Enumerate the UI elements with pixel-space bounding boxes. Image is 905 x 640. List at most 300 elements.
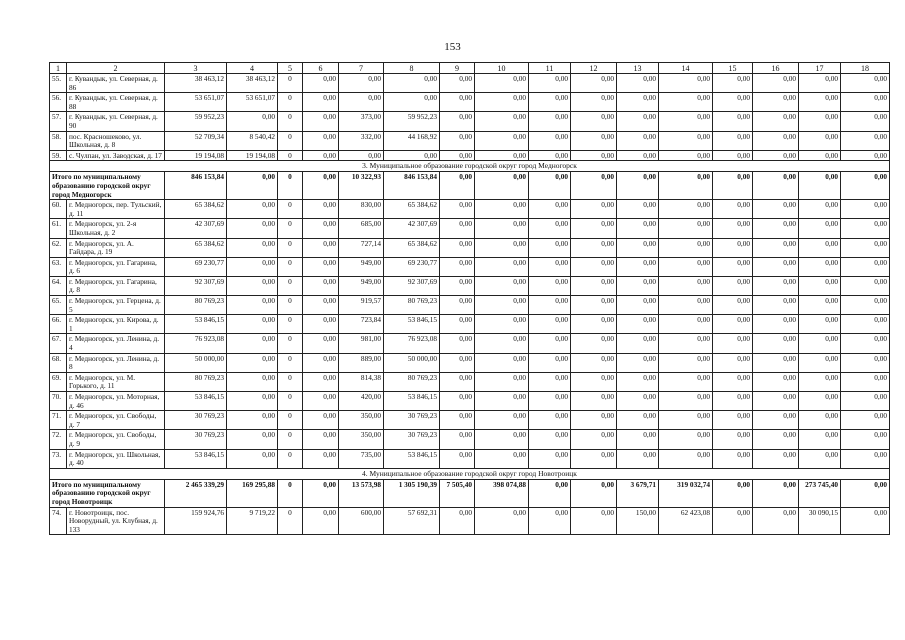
table-cell: 0,00: [617, 112, 659, 131]
table-cell: 0,00: [440, 150, 475, 161]
table-cell: 0,00: [303, 238, 339, 257]
table-cell: 0,00: [571, 334, 617, 353]
table-cell: 0,00: [303, 257, 339, 276]
table-cell: 949,00: [339, 257, 384, 276]
column-number: 11: [529, 63, 571, 74]
table-cell: 919,57: [339, 296, 384, 315]
total-row: [50, 172, 890, 200]
table-cell: 0,00: [713, 392, 753, 411]
column-number: 2: [67, 63, 165, 74]
table-cell: 0,00: [659, 131, 713, 150]
table-cell: 0,00: [753, 334, 799, 353]
table-row: [50, 112, 890, 131]
table-row: [50, 276, 890, 295]
table-cell: 0,00: [753, 276, 799, 295]
table-cell: 30 769,23: [165, 430, 227, 449]
table-cell: 0,00: [571, 74, 617, 93]
table-cell: 350,00: [339, 411, 384, 430]
table-cell: 57 692,31: [384, 507, 440, 535]
table-cell: 76 923,08: [165, 334, 227, 353]
table-cell: 0,00: [384, 93, 440, 112]
address-cell: г. Медногорск, ул. Кирова, д. 1: [67, 315, 165, 334]
table-cell: 0,00: [475, 353, 529, 372]
table-cell: 30 769,23: [165, 411, 227, 430]
table-cell: 0,00: [799, 411, 841, 430]
table-cell: 53 846,15: [165, 449, 227, 468]
table-cell: 0,00: [617, 430, 659, 449]
table-cell: 0: [278, 449, 303, 468]
table-cell: 685,00: [339, 219, 384, 238]
table-row: [50, 257, 890, 276]
table-cell: 19 194,08: [165, 150, 227, 161]
table-cell: 0,00: [753, 238, 799, 257]
table-cell: 949,00: [339, 276, 384, 295]
table-cell: 0,00: [799, 276, 841, 295]
row-number: 65.: [50, 296, 67, 315]
table-cell: 0,00: [384, 150, 440, 161]
table-cell: 0,00: [571, 392, 617, 411]
table-cell: 53 651,07: [227, 93, 278, 112]
table-cell: 0,00: [753, 112, 799, 131]
table-cell: 59 952,23: [384, 112, 440, 131]
table-cell: 0: [278, 507, 303, 535]
table-cell: 0,00: [617, 131, 659, 150]
table-cell: 53 846,15: [165, 315, 227, 334]
table-cell: 0,00: [227, 411, 278, 430]
table-cell: 0,00: [303, 219, 339, 238]
total-row: [50, 479, 890, 507]
table-cell: 44 168,92: [384, 131, 440, 150]
table-cell: 0,00: [475, 276, 529, 295]
table-cell: 0,00: [713, 449, 753, 468]
table-cell: 0,00: [440, 93, 475, 112]
table-row: [50, 392, 890, 411]
table-cell: 0,00: [659, 238, 713, 257]
table-cell: 0,00: [659, 392, 713, 411]
column-number: 14: [659, 63, 713, 74]
row-number: 56.: [50, 93, 67, 112]
column-number: 9: [440, 63, 475, 74]
table-cell: 0,00: [617, 150, 659, 161]
column-number: 4: [227, 63, 278, 74]
table-cell: 0,00: [440, 353, 475, 372]
table-cell: 65 384,62: [384, 238, 440, 257]
table-cell: 0,00: [571, 131, 617, 150]
table-cell: 0,00: [659, 112, 713, 131]
table-cell: 0,00: [529, 200, 571, 219]
table-cell: 0,00: [303, 392, 339, 411]
table-row: [50, 449, 890, 468]
address-cell: г. Медногорск, ул. Ленина, д. 4: [67, 334, 165, 353]
table-cell: 0,00: [571, 430, 617, 449]
table-cell: 0,00: [841, 112, 890, 131]
column-number: 5: [278, 63, 303, 74]
table-cell: 0: [278, 392, 303, 411]
table-cell: 0,00: [571, 172, 617, 200]
column-number: 13: [617, 63, 659, 74]
table-cell: 0,00: [440, 372, 475, 391]
table-cell: 0,00: [799, 112, 841, 131]
table-cell: 0,00: [303, 449, 339, 468]
table-cell: 0,00: [617, 172, 659, 200]
table-cell: 0,00: [303, 430, 339, 449]
address-cell: с. Чулпан, ул. Заводская, д. 17: [67, 150, 165, 161]
table-cell: 0,00: [841, 353, 890, 372]
table-cell: 373,00: [339, 112, 384, 131]
row-number: 60.: [50, 200, 67, 219]
table-cell: 38 463,12: [227, 74, 278, 93]
table-cell: 0,00: [303, 93, 339, 112]
table-cell: 0,00: [440, 238, 475, 257]
table-cell: 0,00: [659, 200, 713, 219]
table-cell: 0,00: [529, 172, 571, 200]
table-cell: 92 307,69: [165, 276, 227, 295]
table-cell: 0,00: [713, 219, 753, 238]
table-cell: 53 846,15: [384, 315, 440, 334]
table-cell: 0,00: [571, 411, 617, 430]
address-cell: г. Кувандык, ул. Северная, д. 88: [67, 93, 165, 112]
table-cell: 0,00: [440, 296, 475, 315]
table-cell: 0,00: [799, 257, 841, 276]
table-cell: 0,00: [440, 200, 475, 219]
table-cell: 69 230,77: [165, 257, 227, 276]
table-cell: 0: [278, 74, 303, 93]
table-cell: 0,00: [227, 276, 278, 295]
address-cell: г. Кувандык, ул. Северная, д. 90: [67, 112, 165, 131]
address-cell: г. Медногорск, ул. Ленина, д. 8: [67, 353, 165, 372]
table-cell: 53 846,15: [384, 449, 440, 468]
table-cell: 319 032,74: [659, 479, 713, 507]
table-row: [50, 372, 890, 391]
table-cell: 0: [278, 353, 303, 372]
table-cell: 0,00: [529, 74, 571, 93]
table-cell: 0,00: [659, 372, 713, 391]
table-cell: 0,00: [659, 74, 713, 93]
table-cell: 150,00: [617, 507, 659, 535]
table-cell: 76 923,08: [384, 334, 440, 353]
table-cell: 0,00: [617, 411, 659, 430]
table-cell: 0,00: [529, 219, 571, 238]
table-cell: 0,00: [841, 372, 890, 391]
table-cell: 50 000,00: [384, 353, 440, 372]
table-cell: 0,00: [841, 479, 890, 507]
table-cell: 0,00: [617, 238, 659, 257]
table-cell: 0,00: [529, 479, 571, 507]
table-cell: 0,00: [659, 257, 713, 276]
total-label: Итого по муниципальному образованию городской округ город Медногорск: [50, 172, 165, 200]
row-number: 64.: [50, 276, 67, 295]
table-cell: 0,00: [753, 150, 799, 161]
table-cell: 0,00: [753, 315, 799, 334]
table-cell: 0,00: [841, 392, 890, 411]
table-cell: 0,00: [529, 257, 571, 276]
table-row: [50, 131, 890, 150]
table-cell: 0,00: [713, 200, 753, 219]
table-cell: 0,00: [617, 276, 659, 295]
table-cell: 0,00: [659, 411, 713, 430]
table-row: [50, 507, 890, 535]
table-cell: 0,00: [571, 296, 617, 315]
table-cell: 0,00: [440, 172, 475, 200]
table-cell: 723,84: [339, 315, 384, 334]
table-cell: 0,00: [617, 200, 659, 219]
table-cell: 0,00: [753, 507, 799, 535]
table-cell: 0,00: [440, 449, 475, 468]
table-cell: 0,00: [753, 74, 799, 93]
table-cell: 0: [278, 219, 303, 238]
table-cell: 0: [278, 150, 303, 161]
table-cell: 19 194,08: [227, 150, 278, 161]
table-cell: 0,00: [571, 238, 617, 257]
table-cell: 30 090,15: [799, 507, 841, 535]
table-cell: 0,00: [753, 353, 799, 372]
table-cell: 65 384,62: [165, 200, 227, 219]
table-cell: 0,00: [303, 411, 339, 430]
table-cell: 0,00: [529, 334, 571, 353]
table-cell: 159 924,76: [165, 507, 227, 535]
table-cell: 0,00: [799, 131, 841, 150]
section-heading-row: [50, 161, 890, 172]
table-cell: 0,00: [659, 172, 713, 200]
table-cell: 0,00: [571, 449, 617, 468]
column-number: 1: [50, 63, 67, 74]
table-cell: 0,00: [617, 353, 659, 372]
row-number: 66.: [50, 315, 67, 334]
table-cell: 0: [278, 93, 303, 112]
row-number: 62.: [50, 238, 67, 257]
row-number: 57.: [50, 112, 67, 131]
table-row: [50, 238, 890, 257]
table-cell: 0,00: [713, 257, 753, 276]
table-cell: 0,00: [841, 430, 890, 449]
row-number: 70.: [50, 392, 67, 411]
table-cell: 0,00: [617, 449, 659, 468]
table-cell: 0,00: [753, 296, 799, 315]
table-cell: 0,00: [303, 150, 339, 161]
table-cell: 0,00: [475, 257, 529, 276]
page-number: 153: [444, 41, 461, 53]
table-cell: 0,00: [841, 449, 890, 468]
table-cell: 0,00: [227, 334, 278, 353]
table-cell: 830,00: [339, 200, 384, 219]
table-cell: 0,00: [659, 219, 713, 238]
table-cell: 0,00: [227, 112, 278, 131]
table-cell: 0,00: [713, 334, 753, 353]
address-cell: пос. Красношеково, ул. Школьная, д. 8: [67, 131, 165, 150]
table-cell: 0,00: [713, 353, 753, 372]
table-cell: 0,00: [475, 392, 529, 411]
row-number: 74.: [50, 507, 67, 535]
table-cell: 0,00: [713, 276, 753, 295]
table-row: [50, 296, 890, 315]
table-cell: 0,00: [529, 150, 571, 161]
table-cell: 0,00: [659, 353, 713, 372]
table-cell: 0,00: [753, 131, 799, 150]
address-cell: г. Медногорск, ул. Моторная, д. 46: [67, 392, 165, 411]
table-cell: 0,00: [571, 219, 617, 238]
table-row: [50, 430, 890, 449]
table-cell: 0,00: [475, 334, 529, 353]
table-cell: 59 952,23: [165, 112, 227, 131]
table-cell: 0,00: [303, 507, 339, 535]
table-cell: 0,00: [303, 200, 339, 219]
table-cell: 0,00: [617, 315, 659, 334]
table-cell: 0: [278, 315, 303, 334]
table-cell: 80 769,23: [384, 372, 440, 391]
table-cell: 0,00: [841, 276, 890, 295]
table-cell: 0,00: [475, 93, 529, 112]
table-cell: 332,00: [339, 131, 384, 150]
table-cell: 0,00: [440, 315, 475, 334]
address-cell: г. Медногорск, ул. Школьная, д. 40: [67, 449, 165, 468]
table-cell: 50 000,00: [165, 353, 227, 372]
table-cell: 0,00: [659, 334, 713, 353]
table-cell: 0: [278, 257, 303, 276]
table-cell: 0,00: [303, 296, 339, 315]
table-cell: 0,00: [841, 257, 890, 276]
table-cell: 0,00: [227, 238, 278, 257]
table-cell: 0,00: [475, 430, 529, 449]
table-cell: 0,00: [303, 353, 339, 372]
table-cell: 0,00: [571, 479, 617, 507]
table-cell: 0,00: [753, 430, 799, 449]
table-cell: 0,00: [227, 200, 278, 219]
table-cell: 846 153,84: [384, 172, 440, 200]
table-cell: 0,00: [227, 353, 278, 372]
table-cell: 0,00: [571, 276, 617, 295]
column-number: 15: [713, 63, 753, 74]
table-row: [50, 353, 890, 372]
table-cell: 0,00: [617, 74, 659, 93]
row-number: 61.: [50, 219, 67, 238]
table-cell: 0,00: [841, 150, 890, 161]
table-cell: 65 384,62: [165, 238, 227, 257]
table-cell: 0,00: [841, 334, 890, 353]
table-row: [50, 93, 890, 112]
table-cell: 0,00: [440, 507, 475, 535]
table-cell: 0,00: [617, 372, 659, 391]
table-cell: 0,00: [617, 392, 659, 411]
table-cell: 53 651,07: [165, 93, 227, 112]
table-cell: 0,00: [475, 411, 529, 430]
budget-table: [49, 62, 890, 535]
table-cell: 0: [278, 372, 303, 391]
table-cell: 2 465 339,29: [165, 479, 227, 507]
table-cell: 0,00: [753, 392, 799, 411]
table-cell: 0,00: [799, 219, 841, 238]
table-cell: 7 505,40: [440, 479, 475, 507]
section-heading-row: [50, 468, 890, 479]
table-cell: 80 769,23: [165, 372, 227, 391]
table-cell: 0,00: [440, 112, 475, 131]
table-cell: 0,00: [475, 200, 529, 219]
table-cell: 3 679,71: [617, 479, 659, 507]
table-cell: 0,00: [339, 150, 384, 161]
table-cell: 0,00: [753, 479, 799, 507]
column-number: 16: [753, 63, 799, 74]
table-cell: 420,00: [339, 392, 384, 411]
table-cell: 0,00: [841, 93, 890, 112]
table-cell: 0,00: [841, 238, 890, 257]
column-number: 12: [571, 63, 617, 74]
table-row: [50, 74, 890, 93]
table-cell: 0,00: [529, 315, 571, 334]
table-cell: 735,00: [339, 449, 384, 468]
table-cell: 0,00: [227, 392, 278, 411]
table-cell: 0,00: [303, 479, 339, 507]
table-cell: 0,00: [799, 150, 841, 161]
table-cell: 0,00: [799, 430, 841, 449]
address-cell: г. Медногорск, ул. 2-я Школьная, д. 2: [67, 219, 165, 238]
table-cell: 0,00: [475, 219, 529, 238]
table-cell: 0,00: [841, 296, 890, 315]
table-cell: 0,00: [713, 315, 753, 334]
table-cell: 0,00: [475, 315, 529, 334]
table-row: [50, 150, 890, 161]
table-cell: 0,00: [227, 296, 278, 315]
table-cell: 0,00: [440, 257, 475, 276]
table-cell: 0,00: [227, 449, 278, 468]
table-cell: 0,00: [713, 372, 753, 391]
column-number: 10: [475, 63, 529, 74]
table-cell: 846 153,84: [165, 172, 227, 200]
table-cell: 981,00: [339, 334, 384, 353]
table-cell: 0,00: [753, 257, 799, 276]
table-cell: 0,00: [753, 372, 799, 391]
table-cell: 600,00: [339, 507, 384, 535]
table-cell: 169 295,88: [227, 479, 278, 507]
table-cell: 53 846,15: [165, 392, 227, 411]
table-cell: 0,00: [753, 93, 799, 112]
table-cell: 0,00: [617, 257, 659, 276]
column-number: 8: [384, 63, 440, 74]
table-cell: 0,00: [227, 257, 278, 276]
address-cell: г. Медногорск, пер. Тульский, д. 11: [67, 200, 165, 219]
table-cell: 0,00: [227, 430, 278, 449]
table-cell: 0,00: [475, 507, 529, 535]
table-cell: 0,00: [659, 150, 713, 161]
table-cell: 0,00: [227, 372, 278, 391]
column-number: 3: [165, 63, 227, 74]
row-number: 72.: [50, 430, 67, 449]
table-cell: 0,00: [799, 372, 841, 391]
table-cell: 0,00: [659, 93, 713, 112]
table-cell: 0,00: [841, 74, 890, 93]
section-heading: 3. Муниципальное образование городской округ город Медногорск: [50, 161, 890, 172]
table-cell: 0,00: [571, 150, 617, 161]
table-cell: 0,00: [475, 112, 529, 131]
address-cell: г. Медногорск, ул. Гагарина, д. 6: [67, 257, 165, 276]
table-cell: 0,00: [799, 200, 841, 219]
table-cell: 0,00: [713, 479, 753, 507]
table-cell: 0,00: [529, 93, 571, 112]
table-cell: 0: [278, 411, 303, 430]
table-cell: 0,00: [841, 172, 890, 200]
table-cell: 0,00: [753, 411, 799, 430]
column-number: 17: [799, 63, 841, 74]
table-cell: 0: [278, 296, 303, 315]
table-cell: 0,00: [475, 74, 529, 93]
table-cell: 0,00: [713, 238, 753, 257]
table-cell: 0: [278, 131, 303, 150]
table-cell: 9 719,22: [227, 507, 278, 535]
row-number: 71.: [50, 411, 67, 430]
table-cell: 0,00: [303, 372, 339, 391]
table-cell: 0,00: [440, 276, 475, 295]
table-cell: 0,00: [799, 93, 841, 112]
table-cell: 0,00: [753, 200, 799, 219]
table-row: [50, 315, 890, 334]
